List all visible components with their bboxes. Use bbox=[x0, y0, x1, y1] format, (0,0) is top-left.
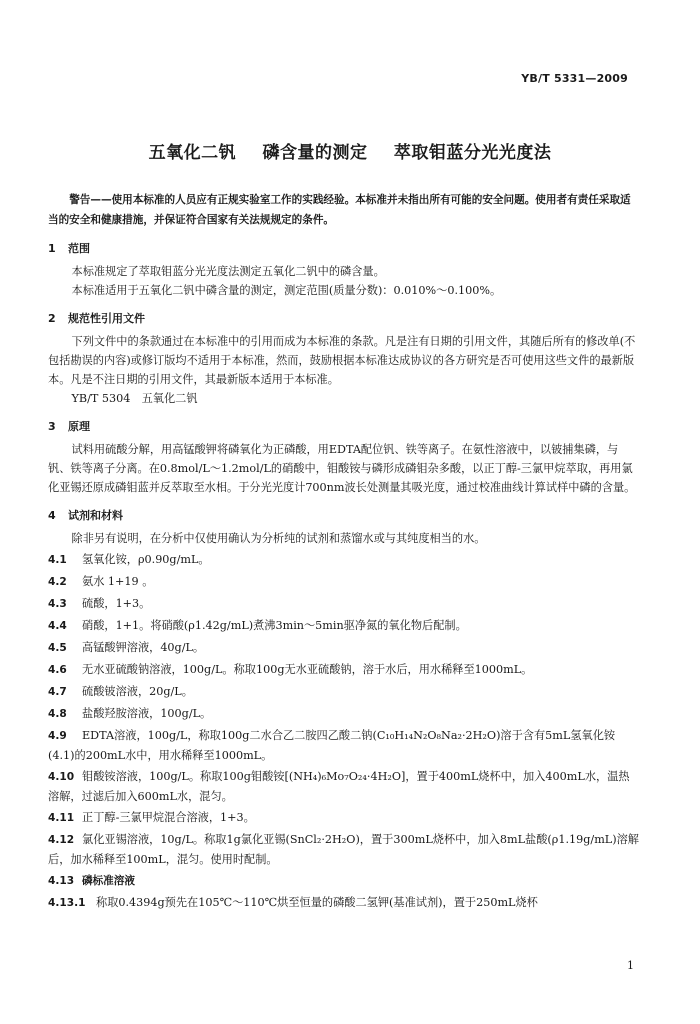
section-number: 1 bbox=[48, 242, 56, 255]
reagents-intro: 除非另有说明，在分析中仅使用确认为分析纯的试剂和蒸馏水或与其纯度相当的水。 bbox=[71, 532, 486, 545]
document-body bbox=[48, 190, 640, 915]
reagent-item: 4.13 磷标准溶液 bbox=[48, 875, 135, 887]
reagent-item: 4.11 正丁醇-三氯甲烷混合溶液，1+3。 bbox=[48, 811, 255, 824]
reagent-item: 4.7 硫酸铍溶液，20g/L。 bbox=[48, 685, 193, 698]
section-heading-principle bbox=[48, 417, 640, 436]
reagent-item: 4.5 高锰酸钾溶液，40g/L。 bbox=[48, 641, 205, 654]
scope-paragraph-2: 本标准适用于五氧化二钒中磷含量的测定，测定范围(质量分数)：0.010%～0.100%。 bbox=[71, 284, 502, 297]
scope-paragraph-1: 本标准规定了萃取钼蓝分光光度法测定五氧化二钒中的磷含量。 bbox=[71, 265, 385, 278]
section-number: 3 bbox=[48, 420, 56, 433]
reagent-item: 4.6 无水亚硫酸钠溶液，100g/L。称取100g无水亚硫酸钠，溶于水后，用水稀释至1000mL。 bbox=[48, 663, 533, 676]
standard-code: YB/T 5331—2009 bbox=[521, 72, 628, 85]
section-heading-scope bbox=[48, 239, 640, 258]
reagent-item: 4.13.1 称取0.4394g预先在105℃～110℃烘至恒量的磷酸二氢钾(基准试剂)，置于250mL烧杯 bbox=[48, 896, 538, 909]
reference-entry: YB/T 5304 五氧化二钒 bbox=[71, 392, 198, 405]
section-number: 4 bbox=[48, 509, 56, 522]
page-number: 1 bbox=[627, 959, 634, 972]
reagent-item: 4.1 氢氧化铵，ρ0.90g/mL。 bbox=[48, 553, 210, 566]
section-title: 原理 bbox=[68, 420, 90, 433]
reagent-item: 4.12 氯化亚锡溶液，10g/L。称取1g氯化亚锡(SnCl₂·2H₂O)，置于300mL烧杯中，加入8mL盐酸(ρ1.19g/mL)溶解后，加水稀释至100mL，混匀。使用时配制。 bbox=[48, 833, 639, 866]
principle-paragraph: 试料用硫酸分解，用高锰酸钾将磷氧化为正磷酸，用EDTA配位钒、铁等离子。在氨性溶液中，以铍捕集磷，与钒、铁等离子分离。在0.8mol/L～1.2mol/L的硝酸中，钼酸铵与磷形成磷钼杂多酸，以正丁醇-三氯甲烷萃取，再用氯化亚锡还原成磷钼蓝并反萃取至水相。于分光光度计700nm波长处测量其吸光度，通过校准曲线计算试样中磷的含量。 bbox=[48, 443, 636, 494]
reagent-item: 4.3 硫酸，1+3。 bbox=[48, 597, 151, 610]
references-paragraph: 下列文件中的条款通过在本标准中的引用而成为本标准的条款。凡是注有日期的引用文件，其随后所有的修改单(不包括勘误的内容)或修订版均不适用于本标准，然而，鼓励根据本标准达成协议的各方研究是否可使用这些文件的最新版本。凡是不注日期的引用文件，其最新版本适用于本标准。 bbox=[48, 335, 636, 386]
title-part-2: 磷含量的测定 bbox=[262, 143, 368, 163]
section-heading-reagents bbox=[48, 506, 640, 525]
section-title: 试剂和材料 bbox=[68, 509, 123, 522]
title-part-1: 五氧化二钒 bbox=[148, 143, 237, 163]
reagent-item: 4.9 EDTA溶液，100g/L，称取100g二水合乙二胺四乙酸二钠(C₁₀H₁₄N₂O₈Na₂·2H₂O)溶于含有5mL氢氧化铵(4.1)的200mL水中，用水稀释至1000mL。 bbox=[48, 729, 616, 762]
reagent-item: 4.10 钼酸铵溶液，100g/L。称取100g钼酸铵[(NH₄)₆Mo₇O₂₄·4H₂O]，置于400mL烧杯中，加入400mL水，温热溶解，过滤后加入600mL水，混匀。 bbox=[48, 770, 630, 803]
document-title bbox=[0, 138, 700, 163]
safety-warning: 警告——使用本标准的人员应有正规实验室工作的实践经验。本标准并未指出所有可能的安全问题。使用者有责任采取适当的安全和健康措施，并保证符合国家有关法规规定的条件。 bbox=[48, 194, 631, 226]
title-part-3: 萃取钼蓝分光光度法 bbox=[393, 143, 552, 163]
reagent-item: 4.2 氨水 1+19 。 bbox=[48, 575, 154, 588]
section-title: 规范性引用文件 bbox=[68, 312, 145, 325]
reagent-item: 4.4 硝酸，1+1。将硝酸(ρ1.42g/mL)煮沸3min～5min驱净氮的氧化物后配制。 bbox=[48, 619, 467, 632]
section-heading-references bbox=[48, 309, 640, 328]
section-title: 范围 bbox=[68, 242, 90, 255]
section-number: 2 bbox=[48, 312, 56, 325]
reagent-item: 4.8 盐酸羟胺溶液，100g/L。 bbox=[48, 707, 212, 720]
